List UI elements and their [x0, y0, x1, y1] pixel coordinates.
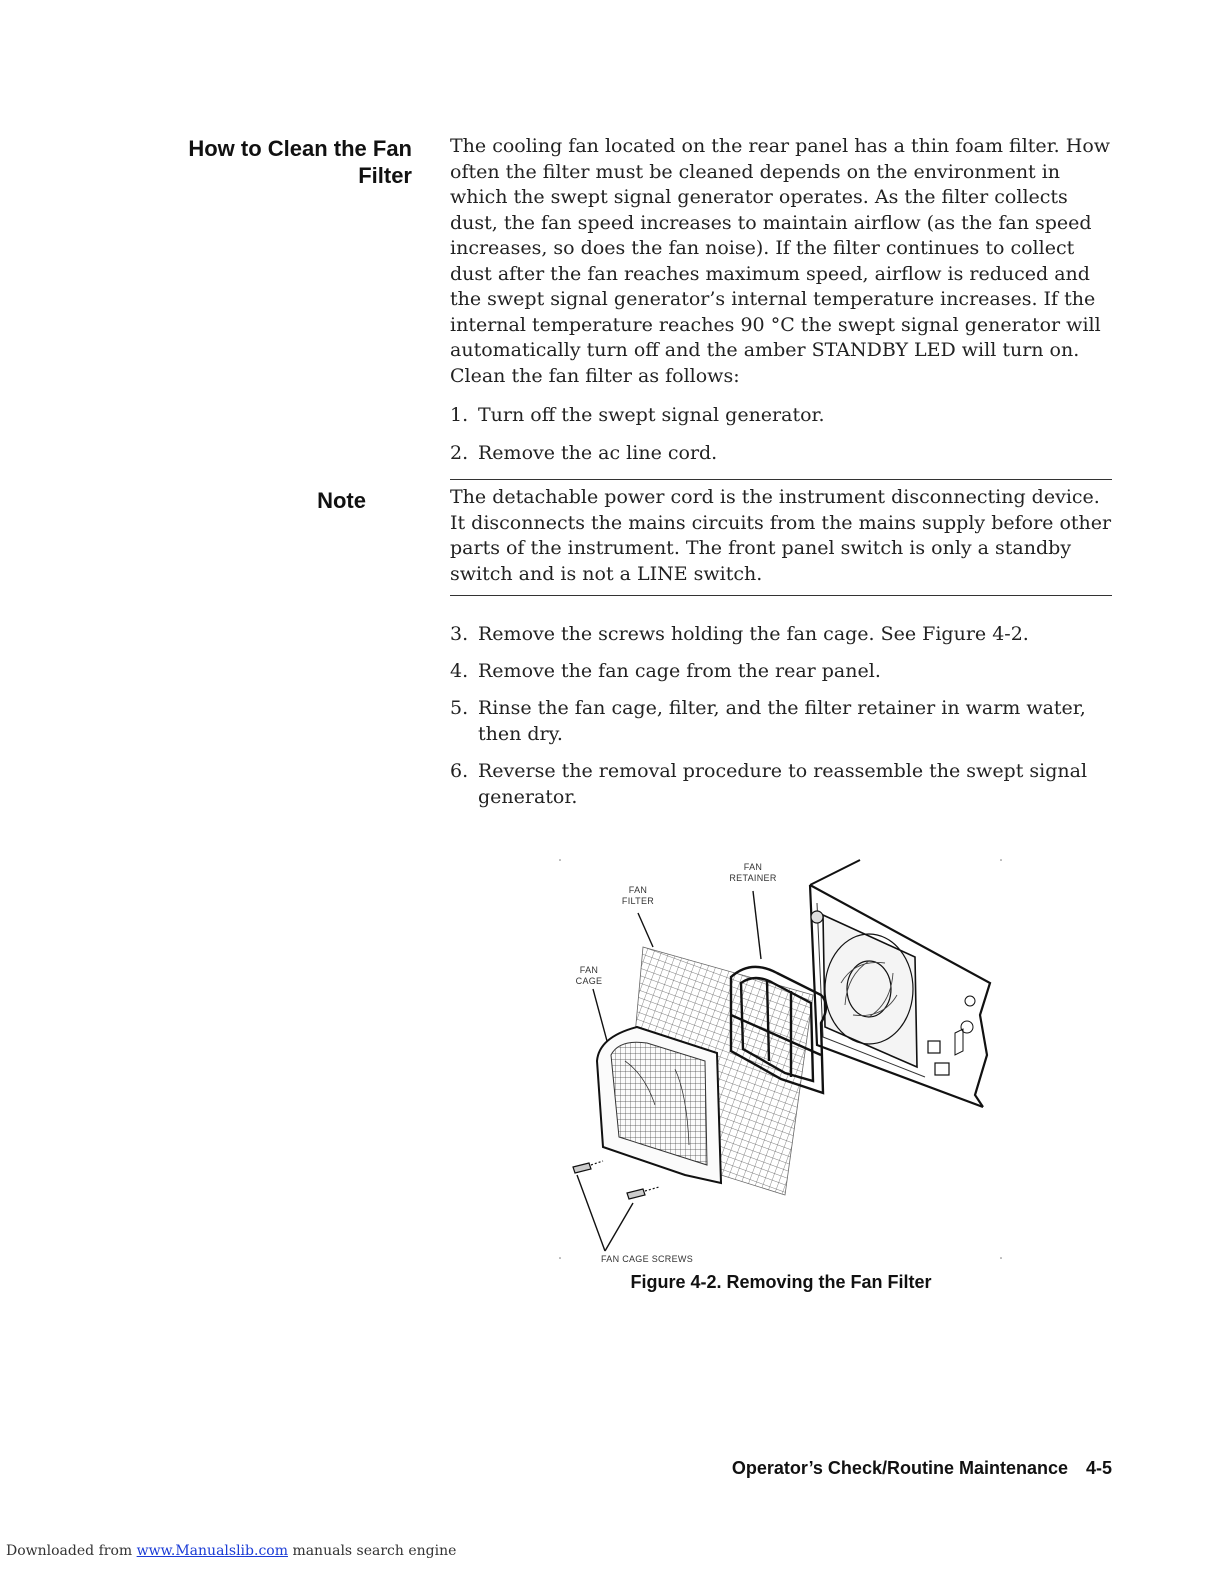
label-fan-cage-2: CAGE — [575, 976, 603, 986]
note-top-rule — [450, 479, 1112, 480]
label-fan-cage-1: FAN — [579, 965, 599, 975]
page-number: 4-5 — [1085, 1458, 1112, 1478]
label-fan-retainer-2: RETAINER — [729, 873, 777, 883]
fan-cage — [597, 1027, 721, 1183]
step-number: 4. — [450, 660, 469, 682]
step-3 — [450, 621, 1115, 647]
section-heading-line1: How to Clean the Fan — [188, 136, 412, 161]
step-2 — [450, 440, 1115, 466]
page-footer — [732, 1458, 1112, 1479]
figure-caption: Figure 4-2. Removing the Fan Filter — [630, 1272, 932, 1292]
step-text: Remove the ac line cord. — [478, 442, 718, 464]
label-fan-cage-screws: FAN CAGE SCREWS — [600, 1254, 694, 1264]
step-text: Reverse the removal procedure to reassemble the swept signal generator. — [478, 760, 1088, 808]
label-fan-filter-1: FAN — [628, 885, 648, 895]
step-number: 6. — [450, 760, 469, 782]
step-text: Remove the screws holding the fan cage. See Figure 4-2. — [478, 623, 1029, 645]
section-heading-line2: Filter — [358, 163, 412, 188]
fan-cage-screws — [573, 1161, 659, 1199]
note-text: The detachable power cord is the instrument disconnecting device. It disconnects the mains circuits from the mains supply before other parts of the instrument. The front panel switch is only a standby switch and is not a LINE switch. — [450, 486, 1112, 585]
watermark-suffix: manuals search engine — [292, 1543, 457, 1559]
watermark-prefix: Downloaded from — [6, 1543, 133, 1559]
step-1 — [450, 402, 1115, 428]
label-fan-filter-2: FILTER — [621, 896, 655, 906]
note-bottom-rule — [450, 595, 1112, 596]
download-watermark — [6, 1543, 456, 1559]
step-text: Rinse the fan cage, filter, and the filter retainer in warm water, then dry. — [478, 697, 1086, 745]
step-4 — [450, 658, 1115, 684]
step-number: 1. — [450, 404, 469, 426]
fan-filter-illustration — [555, 855, 1005, 1265]
step-5 — [450, 695, 1115, 747]
step-number: 2. — [450, 442, 469, 464]
step-text: Remove the fan cage from the rear panel. — [478, 660, 881, 682]
manualslib-link[interactable]: www.Manualslib.com — [136, 1543, 288, 1559]
intro-paragraph: The cooling fan located on the rear panel has a thin foam filter. How often the filter must be cleaned depends on the environment in which the swept signal generator operates. As the filter collects dust, the fan speed increases to maintain airflow (as the fan speed increases, so does the fan noise). If the filter continues to collect dust after the fan reaches maximum speed, airflow is reduced and the swept signal generator’s internal temperature increases. If the internal temperature reaches 90 °C the swept signal generator will automatically turn off and the amber STANDBY LED will turn on. Clean the fan filter as follows: — [450, 135, 1111, 387]
step-6 — [450, 758, 1115, 810]
rear-panel — [810, 860, 990, 1107]
label-fan-retainer-1: FAN — [743, 862, 763, 872]
step-text: Turn off the swept signal generator. — [478, 404, 825, 426]
step-number: 3. — [450, 623, 469, 645]
note-label: Note — [317, 488, 366, 513]
footer-title: Operator’s Check/Routine Maintenance — [731, 1458, 1068, 1478]
step-number: 5. — [450, 697, 469, 719]
section-heading — [188, 135, 412, 189]
